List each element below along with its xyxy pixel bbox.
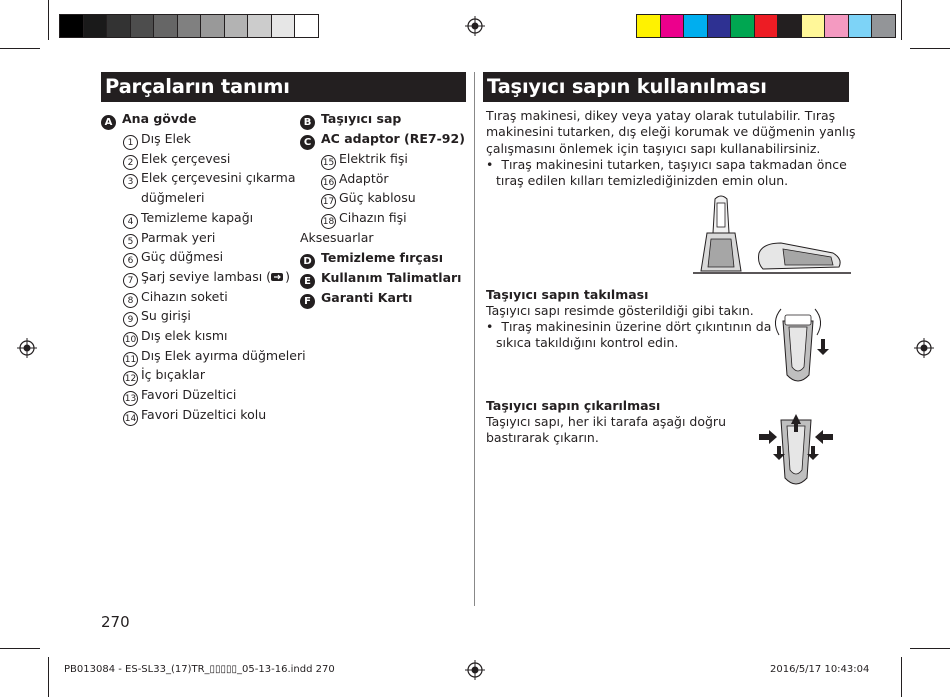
item-number-icon: 7 (123, 273, 138, 288)
list-item (123, 308, 191, 327)
crop-mark (48, 0, 49, 40)
section-title-carry-handle: Taşıyıcı sapın kullanılması (483, 72, 849, 102)
list-item (123, 249, 223, 268)
list-item (321, 190, 416, 209)
list-item (123, 289, 228, 308)
letter-c-icon: C (300, 135, 315, 150)
item-text: düğmeleri (141, 190, 205, 206)
color-swatch (636, 14, 660, 38)
color-swatch (777, 14, 801, 38)
footer-timestamp: 2016/5/17 10:43:04 (770, 664, 870, 675)
color-swatch (824, 14, 848, 38)
list-item (123, 210, 253, 229)
list-item (123, 328, 228, 347)
item-text: Su girişi (141, 308, 191, 324)
color-swatch (271, 14, 295, 38)
crop-mark (901, 0, 902, 40)
attach-bullet: • Tıraş makinesinin üzerine dört çıkıntının da sıkıca takıldığını kontrol edin. (486, 319, 772, 351)
color-swatch (683, 14, 707, 38)
attach-text: Taşıyıcı sapı resimde gösterildiği gibi takın. (486, 303, 754, 318)
item-text: Adaptör (339, 170, 389, 186)
item-text: İç bıçaklar (141, 367, 205, 383)
item-number-icon: 1 (123, 135, 138, 150)
intro-bullet: • Tıraş makinesini tutarken, taşıyıcı sapa takmadan önce tıraş edilen kılları temizlediğinizden emin olun. (486, 157, 847, 189)
item-number-icon: 9 (123, 312, 138, 327)
item-number-icon: 18 (321, 214, 336, 229)
grayscale-swatch-bar (59, 14, 319, 38)
remove-handle-illustration (757, 412, 835, 492)
color-swatch (106, 14, 130, 38)
color-swatch (871, 14, 896, 38)
page-number: 270 (101, 613, 130, 631)
attach-handle-illustration (765, 305, 830, 390)
registration-mark-icon (465, 660, 485, 680)
color-swatch (848, 14, 872, 38)
color-swatch (200, 14, 224, 38)
item-number-icon: 12 (123, 371, 138, 386)
color-swatch (130, 14, 154, 38)
letter-e-icon: E (300, 274, 315, 289)
color-swatch (177, 14, 201, 38)
group-b-heading: B Taşıyıcı sap (300, 111, 401, 130)
registration-mark-icon (465, 16, 485, 36)
item-text: Favori Düzeltici (141, 387, 237, 403)
letter-b-icon: B (300, 115, 315, 130)
item-text: Elek çerçevesi (141, 150, 231, 166)
footer-file-info: PB013084 - ES-SL33_(17)TR_▯▯▯▯▯_05-13-16.indd 270 (64, 664, 335, 675)
item-text: Cihazın fişi (339, 210, 407, 226)
item-number-icon: 3 (123, 174, 138, 189)
accessories-label: Aksesuarlar (300, 230, 374, 245)
list-item (123, 230, 215, 249)
group-c-heading: C AC adaptor (RE7-92) (300, 131, 465, 150)
color-swatch (294, 14, 319, 38)
list-item (321, 171, 389, 190)
item-text: Parmak yeri (141, 229, 216, 245)
item-number-icon: 4 (123, 214, 138, 229)
color-swatch (707, 14, 731, 38)
registration-mark-icon (17, 338, 37, 358)
bullet-icon: • (486, 319, 502, 334)
letter-a-icon: A (101, 115, 116, 130)
color-swatch (660, 14, 684, 38)
shaver-holding-illustration (693, 193, 851, 277)
item-text: Favori Düzeltici kolu (141, 406, 267, 422)
group-a-heading: A Ana gövde (101, 111, 196, 130)
list-item (123, 269, 290, 288)
process-color-swatch-bar (636, 14, 896, 38)
crop-mark (910, 48, 950, 49)
list-item (123, 151, 230, 170)
item-text: Elek çerçevesini çıkarma (141, 170, 296, 186)
item-text: Dış Elek ayırma düğmeleri (141, 347, 306, 363)
item-text: Dış elek kısmı (141, 328, 228, 343)
color-swatch (83, 14, 107, 38)
group-e-heading: E Kullanım Talimatları (300, 270, 461, 289)
section-title-parts: Parçaların tanımı (101, 72, 466, 102)
item-number-icon: 10 (123, 332, 138, 347)
item-number-icon: 6 (123, 253, 138, 268)
crop-mark (48, 657, 49, 697)
item-number-icon: 2 (123, 155, 138, 170)
color-swatch (59, 14, 83, 38)
list-item (123, 407, 266, 426)
remove-title: Taşıyıcı sapın çıkarılması (486, 398, 661, 413)
item-text: Elektrik fişi (339, 151, 408, 166)
item-number-icon: 11 (123, 352, 138, 367)
item-number-icon: 15 (321, 155, 336, 170)
item-number-icon: 8 (123, 293, 138, 308)
letter-d-icon: D (300, 254, 315, 269)
list-item (123, 387, 236, 406)
item-number-icon: 5 (123, 234, 138, 249)
remove-text: Taşıyıcı sapı, her iki tarafa aşağı doğru bastırarak çıkarın. (486, 414, 726, 446)
color-swatch (224, 14, 248, 38)
list-item (123, 190, 204, 206)
group-f-heading: F Garanti Kartı (300, 290, 412, 309)
item-suffix: ) (285, 268, 290, 284)
item-text: Güç düğmesi (141, 249, 224, 265)
item-text: Güç kablosu (339, 190, 416, 206)
list-item (321, 151, 408, 170)
crop-mark (0, 648, 40, 649)
intro-paragraph: Tıraş makinesi, dikey veya yatay olarak tutulabilir. Tıraş makinesini tutarken, dış eleği korumak ve düğmenin yanlış çalışmasını önlemek için taşıyıcı sapı kullanabilirsiniz. (486, 108, 856, 156)
crop-mark (901, 657, 902, 697)
color-swatch (247, 14, 271, 38)
list-item (123, 170, 296, 189)
list-item (123, 131, 191, 150)
group-d-heading: D Temizleme fırçası (300, 250, 443, 269)
color-swatch (730, 14, 754, 38)
list-item (123, 367, 205, 386)
letter-f-icon: F (300, 294, 315, 309)
column-divider (474, 72, 475, 606)
item-number-icon: 14 (123, 411, 138, 426)
item-number-icon: 17 (321, 194, 336, 209)
item-number-icon: 13 (123, 391, 138, 406)
registration-mark-icon (914, 338, 934, 358)
crop-mark (0, 48, 40, 49)
color-swatch (153, 14, 177, 38)
item-text: Temizleme kapağı (141, 209, 254, 225)
item-text: Şarj seviye lambası ( (141, 268, 272, 284)
plug-icon (271, 269, 285, 284)
list-item (321, 210, 407, 229)
color-swatch (801, 14, 825, 38)
item-text: Cihazın soketi (141, 288, 228, 304)
color-swatch (754, 14, 778, 38)
item-text: Dış Elek (141, 131, 191, 146)
crop-mark (910, 648, 950, 649)
item-number-icon: 16 (321, 175, 336, 190)
bullet-icon: • (486, 157, 502, 172)
list-item (123, 348, 306, 367)
attach-title: Taşıyıcı sapın takılması (486, 287, 649, 302)
